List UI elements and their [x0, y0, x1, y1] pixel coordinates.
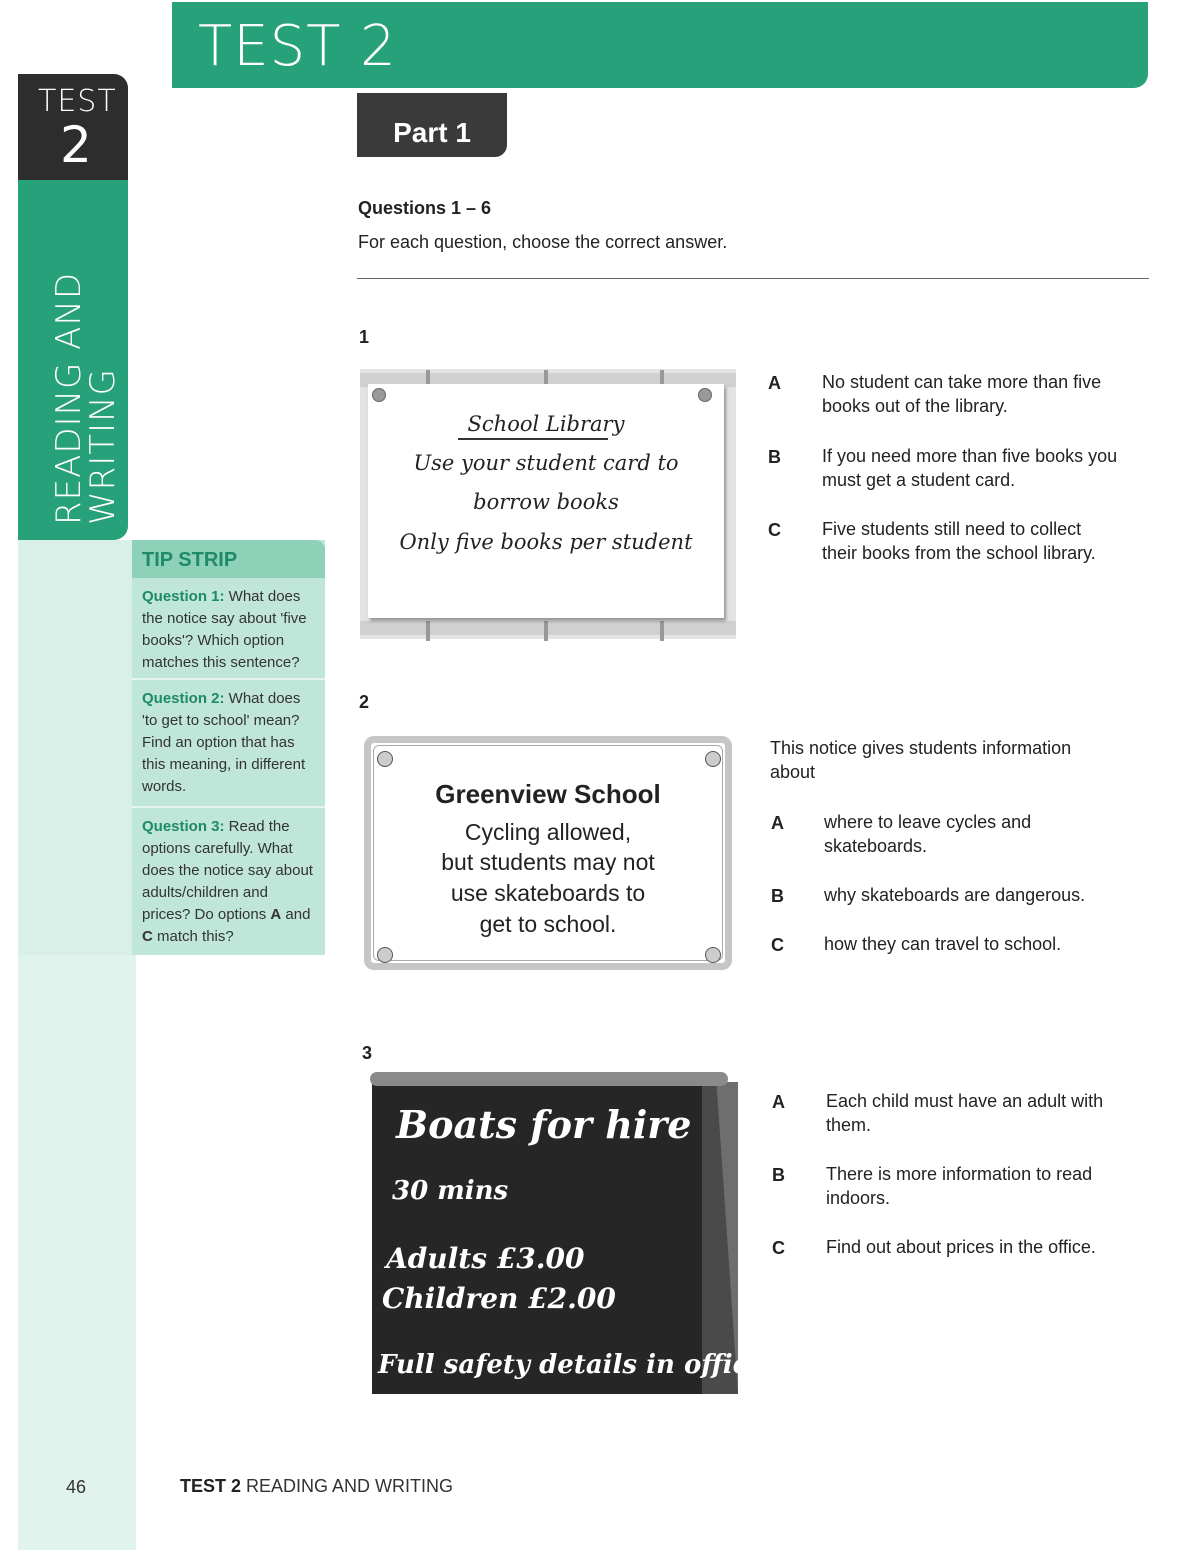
tip-item: Question 3: Read the options carefully. What does the notice say about adults/children and prices? Do options A and C match this? — [142, 818, 313, 945]
option-text: There is more information to read indoors. — [826, 1164, 1093, 1208]
notice-line: Adults £3.00 — [386, 1242, 585, 1275]
notice-line: Use your student card to — [413, 451, 679, 475]
option-text: No student can take more than five books out of the library. — [822, 372, 1102, 416]
question-number: 2 — [359, 692, 370, 712]
option-text: Find out about prices in the office. — [826, 1237, 1096, 1257]
test-tab-label: TEST — [38, 84, 117, 119]
board-top — [370, 1072, 728, 1086]
board-rail — [360, 621, 736, 635]
option-text: where to leave cycles and skateboards. — [824, 812, 1032, 856]
questions-heading: Questions 1 – 6 — [358, 198, 492, 218]
option-letter: B — [772, 1165, 785, 1185]
option-letter: B — [768, 447, 781, 467]
notice-line: Cycling allowed, — [464, 819, 632, 845]
option-letter: A — [771, 813, 784, 833]
test-tab — [18, 74, 128, 180]
notice-title: Boats for hire — [396, 1102, 692, 1147]
pin-icon — [698, 388, 712, 402]
notice-title-underline — [458, 438, 608, 440]
divider — [357, 278, 1149, 279]
tip-strip-heading: TIP STRIP — [132, 540, 325, 578]
option-text: how they can travel to school. — [824, 934, 1062, 954]
page-footer: TEST 2 READING AND WRITING — [180, 1476, 454, 1496]
notice-line: Children £2.00 — [382, 1282, 616, 1315]
screw-icon — [705, 947, 721, 963]
option-text: Five students still need to collect their books from the school library. — [822, 519, 1096, 563]
tip-item: Question 2: What does 'to get to school' mean? Find an option that has this meaning, in different words. — [132, 680, 325, 808]
option-letter: A — [772, 1092, 785, 1112]
tip-strip — [132, 540, 325, 955]
notice-line: get to school. — [479, 911, 617, 937]
option-letter: C — [768, 520, 781, 540]
board-clip — [544, 621, 548, 641]
notice-line: borrow books — [473, 490, 619, 514]
notice-line: use skateboards to — [450, 880, 646, 906]
page-number: 46 — [66, 1477, 87, 1497]
option-text: why skateboards are dangerous. — [824, 885, 1086, 905]
chalkboard-sign — [372, 1082, 766, 1394]
instructions-text: For each question, choose the correct answer. — [358, 232, 728, 252]
notice-line: Only five books per student — [399, 530, 693, 554]
screw-icon — [377, 947, 393, 963]
notice-title: Greenview School — [435, 779, 661, 809]
option-text: If you need more than five books you must get a student card. — [822, 446, 1118, 490]
option-letter: A — [768, 373, 781, 393]
screw-icon — [705, 751, 721, 767]
side-strip-background-lower — [18, 955, 136, 1550]
page-title: TEST 2 — [198, 14, 397, 79]
test-tab-number: 2 — [60, 116, 92, 174]
screw-icon — [377, 751, 393, 767]
library-notice — [368, 384, 724, 618]
tip-item: Question 1: What does the notice say about 'five books'? Which option matches this sentence? — [132, 578, 325, 680]
question-number: 1 — [359, 327, 370, 347]
option-letter: B — [771, 886, 784, 906]
board-clip — [660, 621, 664, 641]
part-badge: Part 1 — [357, 93, 507, 157]
board-clip — [426, 621, 430, 641]
option-text: Each child must have an adult with them. — [826, 1091, 1104, 1135]
option-letter: C — [771, 935, 784, 955]
page-header — [172, 2, 1148, 88]
notice-title: School Library — [467, 412, 625, 436]
question-number: 3 — [362, 1043, 373, 1063]
question-prompt: This notice gives students information about — [770, 738, 1072, 782]
section-tab-label: READING AND WRITING — [49, 271, 123, 525]
notice-line: 30 mins — [392, 1176, 509, 1206]
notice-line: Full safety details in office — [378, 1350, 766, 1380]
pin-icon — [372, 388, 386, 402]
school-notice — [364, 736, 732, 970]
option-letter: C — [772, 1238, 785, 1258]
notice-line: but students may not — [441, 849, 655, 875]
